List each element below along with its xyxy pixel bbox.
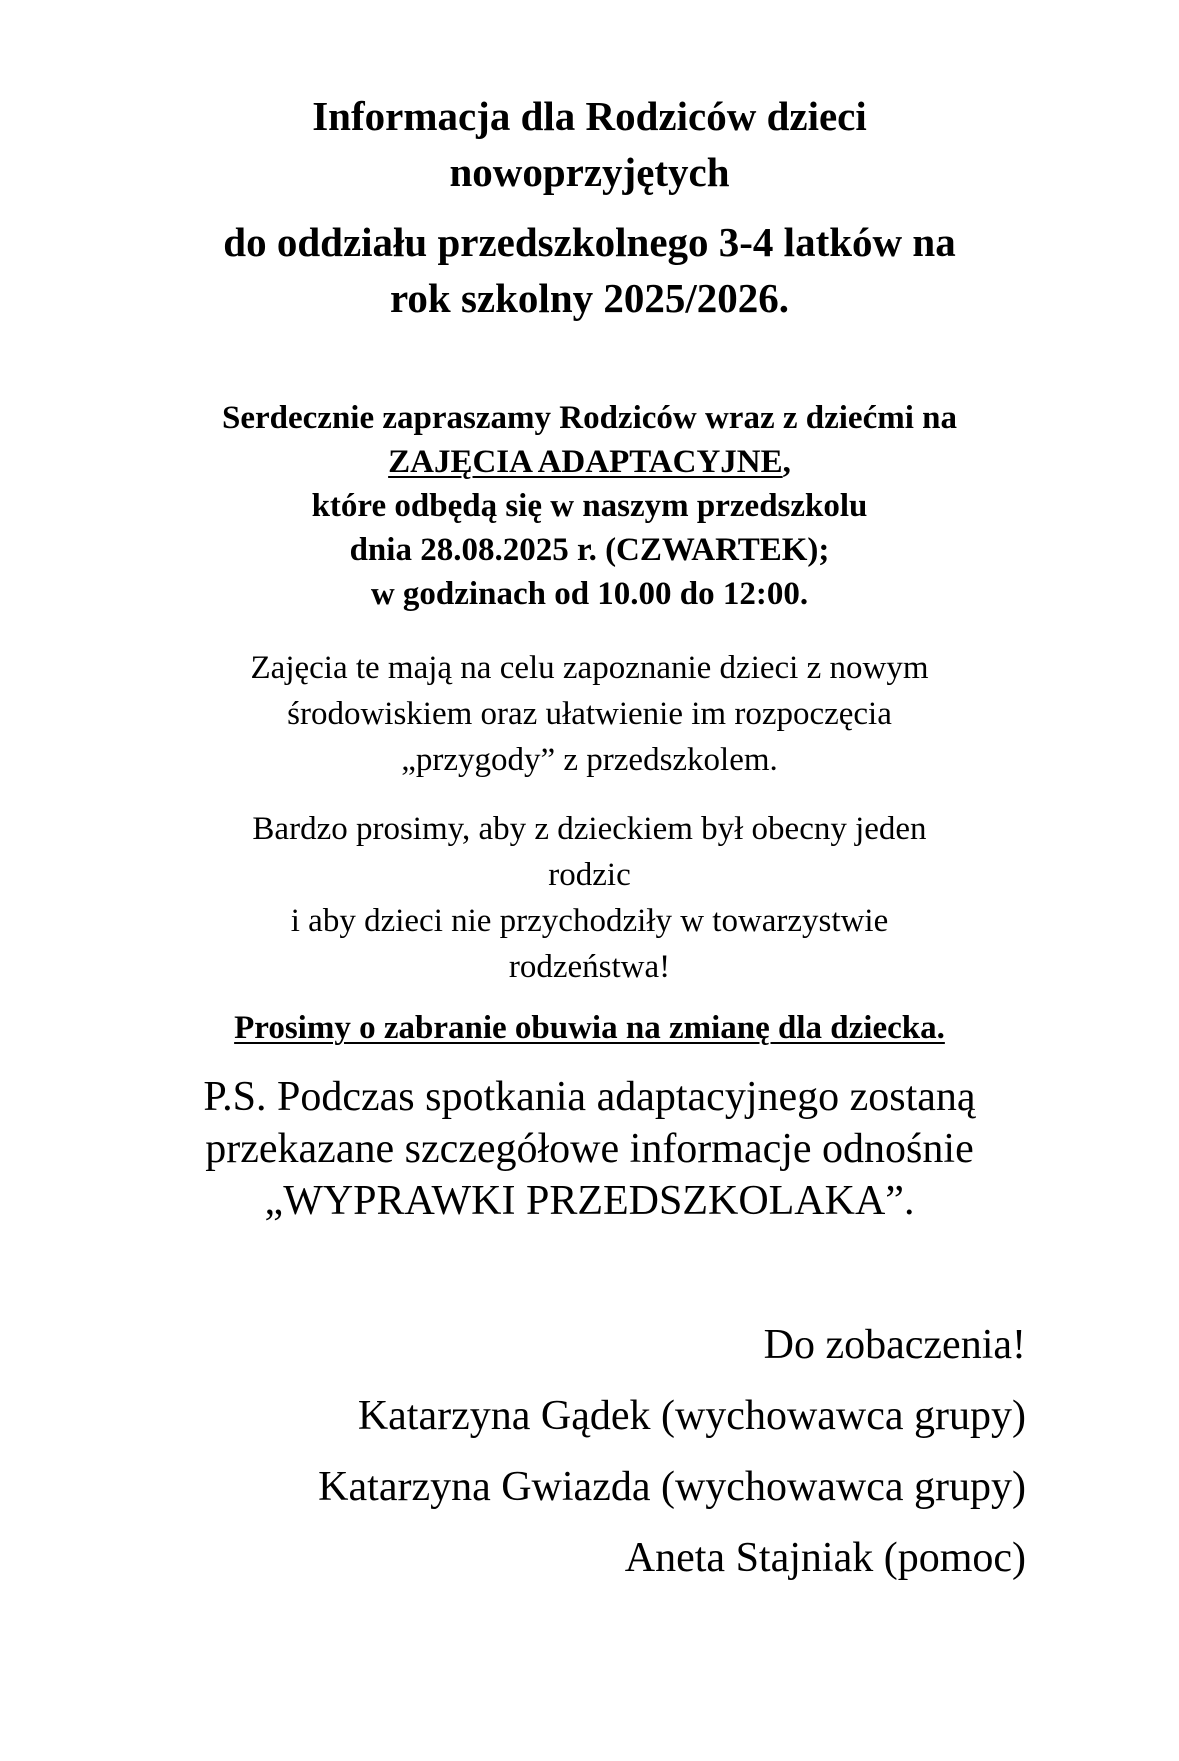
document-subtitle	[100, 214, 1079, 326]
invitation-paragraph	[100, 396, 1079, 616]
request-line: rodzeństwa!	[508, 949, 671, 985]
invitation-line: które odbędą się w naszym przedszkolu	[311, 488, 868, 524]
event-date: dnia 28.08.2025 r. (CZWARTEK);	[349, 532, 830, 568]
event-hours: w godzinach od 10.00 do 12:00.	[370, 576, 809, 612]
purpose-line: środowiskiem oraz ułatwienie im rozpoczęcia	[287, 696, 892, 732]
closing-greeting: Do zobaczenia!	[763, 1322, 1026, 1368]
document-title	[100, 88, 1079, 200]
purpose-line: „przygody” z przedszkolem.	[401, 742, 778, 778]
postscript-line: P.S. Podczas spotkania adaptacyjnego zostaną	[203, 1074, 976, 1120]
request-line: i aby dzieci nie przychodziły w towarzystwie	[290, 903, 889, 939]
closing-block	[318, 1310, 1026, 1594]
signature: Katarzyna Gądek (wychowawca grupy)	[357, 1393, 1026, 1439]
postscript	[100, 1071, 1079, 1227]
shoes-notice	[100, 1005, 1079, 1051]
request-line: Bardzo prosimy, aby z dzieckiem był obecny jeden	[252, 811, 927, 847]
signature: Aneta Stajniak (pomoc)	[624, 1535, 1026, 1581]
shoes-notice-text: Prosimy o zabranie obuwia na zmianę dla dziecka.	[234, 1010, 945, 1046]
title-line: nowoprzyjętych	[449, 149, 730, 195]
invitation-line	[100, 440, 1079, 484]
event-name: ZAJĘCIA ADAPTACYJNE	[388, 444, 783, 480]
event-name-punctuation: ,	[782, 444, 791, 480]
signature: Katarzyna Gwiazda (wychowawca grupy)	[318, 1464, 1026, 1510]
invitation-line: Serdecznie zapraszamy Rodziców wraz z dziećmi na	[222, 400, 957, 436]
purpose-paragraph	[100, 645, 1079, 783]
postscript-line: „WYPRAWKI PRZEDSZKOLAKA”.	[264, 1178, 915, 1224]
postscript-line: przekazane szczegółowe informacje odnośnie	[205, 1126, 974, 1172]
request-paragraph	[100, 806, 1079, 990]
title-line: do oddziału przedszkolnego 3-4 latków na	[223, 219, 956, 265]
request-line: rodzic	[548, 857, 631, 893]
purpose-line: Zajęcia te mają na celu zapoznanie dzieci z nowym	[250, 650, 929, 686]
title-line: rok szkolny 2025/2026.	[389, 275, 790, 321]
title-line: Informacja dla Rodziców dzieci	[312, 93, 867, 139]
